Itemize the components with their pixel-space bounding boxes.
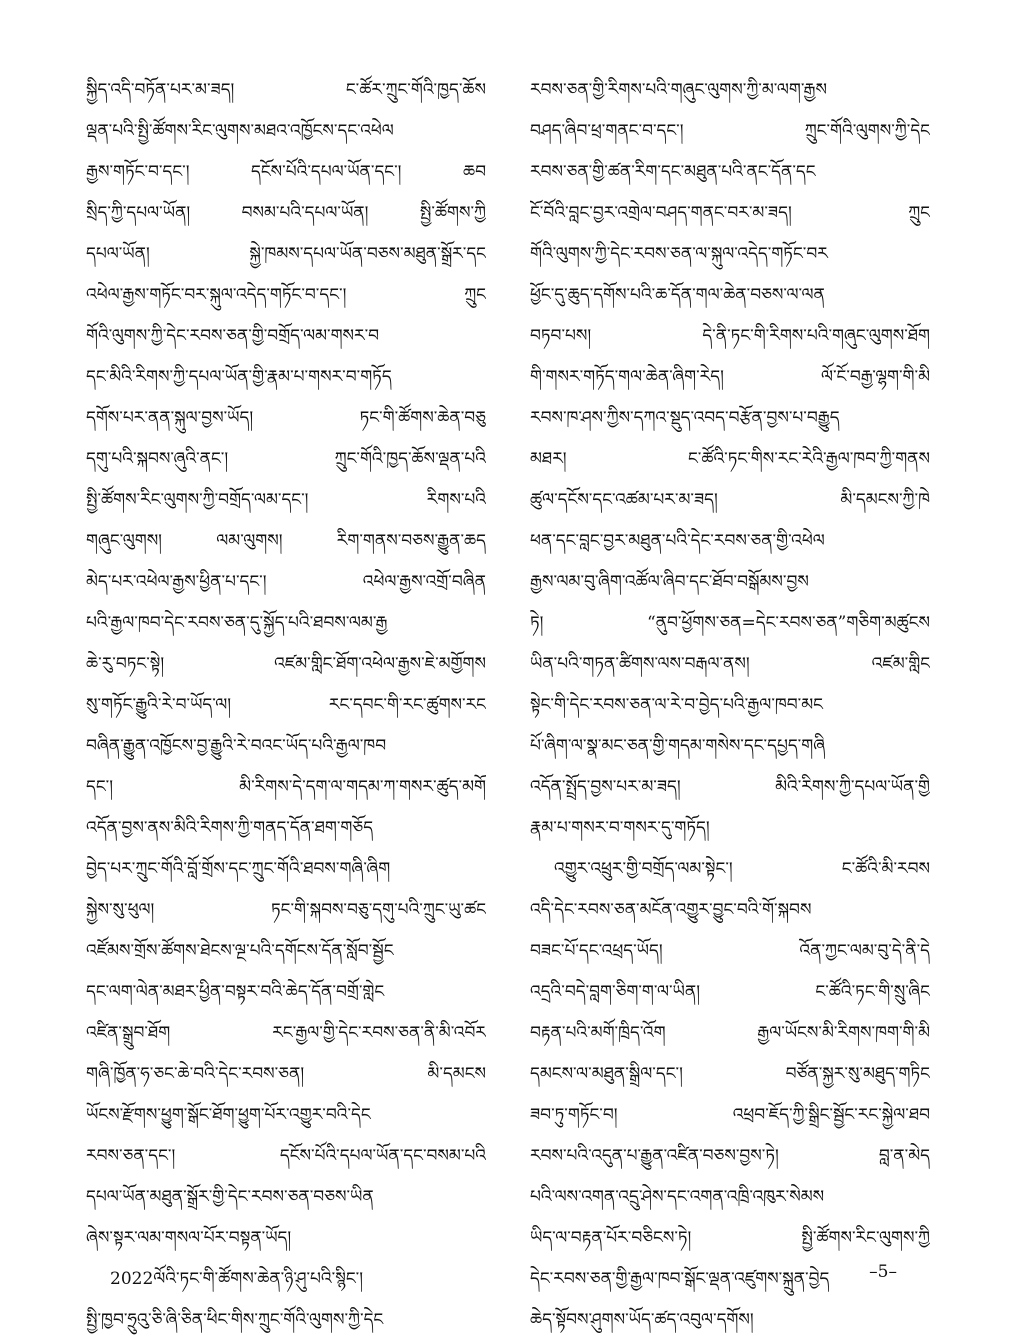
left-column (86, 70, 486, 1341)
text-line: རབས་པའི་འདུན་པ་རྒྱུན་འཛིན་བཅས་བྱས་ཏེ། བླ་ན་མེད (530, 1146, 930, 1166)
text-line: འཛོམས་གྲོས་ཚོགས་ཐེངས་ལྔ་པའི་དགོངས་དོན་སློབ་སྦྱོང (86, 941, 394, 961)
text-line: རབས་ཅན་གྱི་རིགས་པའི་གཞུང་ལུགས་ཀྱི་མ་ལག་རྒྱས (530, 80, 827, 100)
text-line: འཛིན་སྒྲུབ་ཐོག རང་རྒྱལ་གྱི་དེང་རབས་ཅན་ནི་མི་འབོར (86, 1023, 486, 1043)
text-line: དང་ལག་ལེན་མཐར་ཕྱིན་བསྟར་བའི་ཆེད་དོན་བགྲོ་གླེང (86, 982, 385, 1002)
text-line: 2022ལོའི་ཏང་གི་ཚོགས་ཆེན་ཉི་ཤུ་པའི་སྙིང་། (110, 1269, 363, 1289)
text-line: གི་གསར་གཏོད་གལ་ཆེན་ཞིག་རེད། ལོ་ངོ་བརྒྱ་ལྷག་གི་མི (530, 367, 930, 387)
text-line: རྣམ་པ་གསར་བ་གསར་དུ་གཏོད། (530, 818, 710, 838)
text-line: རབས་ཁ་ཤས་ཀྱིས་དཀའ་སྡུད་འབད་བརྩོན་བྱས་པ་བརྒྱུད (530, 408, 840, 428)
text-line: དཔལ་ཡོན་མཐུན་སྒྲོར་གྱི་དེང་རབས་ཅན་བཅས་ཡིན (86, 1187, 374, 1207)
text-line: བཟང་པོ་དང་འཕྲད་ཡོད། འོན་ཀྱང་ལམ་བུ་དེ་ནི་དེ (530, 941, 930, 961)
page-number: –5– (869, 1262, 897, 1282)
text-line: ངོ་བོའི་བླང་བྱར་འགྲེལ་བཤད་གནང་བར་མ་ཟད། ཀྲུང (530, 203, 930, 223)
text-line: མཐར། ང་ཚོའི་ཏང་གིས་རང་རེའི་རྒྱལ་ཁབ་ཀྱི་གནས (530, 449, 930, 469)
text-line: སྐྱིད་འདི་བཏོན་པར་མ་ཟད། ང་ཚོར་ཀྲུང་གོའི་ཁྱད་ཆོས (86, 80, 486, 100)
text-line: བྱེད་པར་ཀྲུང་གོའི་བློ་གྲོས་དང་ཀྲུང་གོའི་ཐབས་གཞི་ཞིག (86, 859, 391, 879)
text-line: དང་མིའི་རིགས་ཀྱི་དཔལ་ཡོན་གྱི་རྣམ་པ་གསར་བ་གཏོད (86, 367, 392, 387)
text-line: རྒྱས་ལམ་བུ་ཞིག་འཚོལ་ཞིབ་དང་ཐོབ་བསྒོམས་བྱས (530, 572, 809, 592)
text-line: ཞེས་སྟར་ལམ་གསལ་པོར་བསྟན་ཡོད། (86, 1228, 292, 1248)
text-line: པའི་རྒྱལ་ཁབ་དེང་རབས་ཅན་དུ་སྐྱོད་པའི་ཐབས་ལམ་རྒྱ (86, 613, 388, 633)
text-line: མེད་པར་འཕེལ་རྒྱས་ཕྱིན་པ་དང་། འཕེལ་རྒྱས་འགྲོ་བཞིན (86, 572, 486, 592)
text-line: སྐྱེས་སུ་ཕུལ། ཏང་གི་སྐབས་བཅུ་དགུ་པའི་ཀྲུང་ཡུ་ཚང (86, 900, 486, 920)
text-line: བཏབ་པས། དེ་ནི་ཏང་གི་རིགས་པའི་གཞུང་ལུགས་ཐོག (530, 326, 930, 346)
right-column (530, 70, 930, 1341)
text-line: འདོན་བྱས་ནས་མིའི་རིགས་ཀྱི་གནད་དོན་ཐག་གཅོད (86, 818, 374, 838)
text-line: གོའི་ལུགས་ཀྱི་དེང་རབས་ཅན་ལ་སྐུལ་འདེད་གཏོང་བར (530, 244, 828, 264)
text-line: བཞིན་རྒྱུན་འཁྱོངས་བྱ་རྒྱུའི་རེ་བའང་ཡོད་པའི་རྒྱལ་ཁབ (86, 736, 387, 756)
text-line: ཆེད་སྟོབས་ཤུགས་ཡོད་ཚད་འབུལ་དགོས། (530, 1310, 754, 1330)
text-line: ཡོངས་རྫོགས་ཕྱུག་སྒོང་ཐོག་ཕྱུག་པོར་འགྱུར་བའི་དེང (86, 1105, 371, 1125)
text-line: ཆེ་རུ་བཏང་སྟེ། འཛམ་གླིང་ཐོག་འཕེལ་རྒྱས་ཇེ་མགྱོགས (86, 654, 486, 674)
text-line: སྟེང་གི་དེང་རབས་ཅན་ལ་རེ་བ་བྱེད་པའི་རྒྱལ་ཁབ་མང (530, 695, 823, 715)
text-line: དམངས་ལ་མཐུན་སྒྲིལ་དང་། བཙོན་སྐྱར་སུ་མཐུད་གཏིང (530, 1064, 930, 1084)
text-line: གཞུང་ལུགས། ལམ་ལུགས། རིག་གནས་བཅས་རྒྱུན་ཆད (86, 531, 486, 551)
text-line: བརྟན་པའི་མགོ་ཁྲིད་འོག རྒྱལ་ཡོངས་མི་རིགས་ཁག་གི་མི (530, 1023, 930, 1043)
text-line: འཕེལ་རྒྱས་གཏོང་བར་སྐུལ་འདེད་གཏོང་བ་དང་། ཀྲུང (86, 285, 486, 305)
text-line: འདྲའི་བདེ་བླག་ཅིག་ག་ལ་ཡིན། ང་ཚོའི་ཏང་གི་སྲུ་ཞིང (530, 982, 930, 1002)
text-line: དཔལ་ཡོན། སྐྱེ་ཁམས་དཔལ་ཡོན་བཅས་མཐུན་སྒྲོར་དང (86, 244, 486, 264)
text-line: སྤྱི་ཚོགས་རིང་ལུགས་ཀྱི་བགྲོད་ལམ་དང་། རིགས་པའི (86, 490, 486, 510)
text-line: བཤད་ཞིབ་ཕྲ་གནང་བ་དང་། ཀྲུང་གོའི་ལུགས་ཀྱི་དེང (530, 121, 930, 141)
text-line: འདི་དེང་རབས་ཅན་མངོན་འགྱུར་བྱུང་བའི་གོ་སྐབས (530, 900, 812, 920)
text-line: འགྱུར་འཕྲུར་གྱི་བགྲོད་ལམ་སྟེང་། ང་ཚོའི་མི་རབས (554, 859, 930, 879)
text-line: ལྡན་པའི་སྤྱི་ཚོགས་རིང་ལུགས་མཐའ་འཁྱོངས་དང་འཕེལ (86, 121, 394, 141)
text-line: རྒྱས་གཏོང་བ་དང་། དངོས་པོའི་དཔལ་ཡོན་དང་། ཆབ (86, 162, 486, 182)
text-line: རབས་ཅན་དང་། དངོས་པོའི་དཔལ་ཡོན་དང་བསམ་པའི (86, 1146, 486, 1166)
text-line: འདོན་སྤྲོད་བྱས་པར་མ་ཟད། མིའི་རིགས་ཀྱི་དཔལ་ཡོན་གྱི (530, 777, 930, 797)
text-line: ཕྱོང་དུ་ཆུད་དགོས་པའི་ཆ་དོན་གལ་ཆེན་བཅས་ལ་ལན (530, 285, 825, 305)
text-line: པའི་ལས་འགན་འདྲུ་ཤེས་དང་འགན་འཁྲི་འཁུར་སེམས (530, 1187, 825, 1207)
text-line: ཟབ་ཏུ་གཏོང་བ། འཕྲབ་ཇོད་ཀྱི་སྒྲིང་སྦྱོང་རང་སྐྱེལ་ཐབ (530, 1105, 930, 1125)
text-line: དགུ་པའི་སྐབས་ཞུའི་ནང་། ཀྲུང་གོའི་ཁྱད་ཆོས་ལྡན་པའི (86, 449, 486, 469)
text-line: རབས་ཅན་གྱི་ཚན་རིག་དང་མཐུན་པའི་ནང་དོན་དང (530, 162, 816, 182)
text-line: དགོས་པར་ནན་སྐུལ་བྱས་ཡོད། ཏང་གི་ཚོགས་ཆེན་བཅུ (86, 408, 486, 428)
text-line: དང་། མི་རིགས་དེ་དག་ལ་གདམ་ཀ་གསར་ཚུད་མགོ (86, 777, 486, 797)
text-line: སྤྱི་ཁྱབ་ཧྲུའུ་ཅི་ཞི་ཅིན་ཕིང་གིས་ཀྲུང་གོའི་ལུགས་ཀྱི་དེང (86, 1310, 384, 1330)
text-line: ཡིད་ལ་བརྟན་པོར་བཅིངས་ཏེ། སྤྱི་ཚོགས་རིང་ལུགས་ཀྱི (530, 1228, 930, 1248)
text-line: སྲིད་ཀྱི་དཔལ་ཡོན། བསམ་པའི་དཔལ་ཡོན། སྤྱི་ཚོགས་ཀྱི (86, 203, 486, 223)
text-line: གཞི་ཁྱོན་ཧ་ཅང་ཆེ་བའི་དེང་རབས་ཅན། མི་དམངས (86, 1064, 486, 1084)
text-line: པོ་ཞིག་ལ་སྣ་མང་ཅན་གྱི་གདམ་གསེས་དང་དཔྱད་གཞི (530, 736, 826, 756)
text-line: ཏེ། “ནུབ་ཕྱོགས་ཅན=དེང་རབས་ཅན”གཅིག་མཚུངས (530, 613, 930, 633)
text-line: གོའི་ལུགས་ཀྱི་དེང་རབས་ཅན་གྱི་བགྲོད་ལམ་གསར་བ (86, 326, 380, 346)
text-line: ཕན་དང་བླང་བྱར་མཐུན་པའི་དེང་རབས་ཅན་གྱི་འཕེལ (530, 531, 825, 551)
text-line: ཡིན་པའི་གཏན་ཚིགས་ལས་བརྒལ་ནས། འཛམ་གླིང (530, 654, 930, 674)
text-line: དེང་རབས་ཅན་གྱི་རྒྱལ་ཁབ་སྒོང་ལྡན་འཛུགས་སྐྲུན་བྱེད (530, 1269, 830, 1289)
text-line: སུ་གཏོང་རྒྱུའི་རེ་བ་ཡོད་ལ། རང་དབང་གི་རང་ཚུགས་རང (86, 695, 486, 715)
text-line: ཚུལ་དངོས་དང་འཚམ་པར་མ་ཟད། མི་དམངས་ཀྱི་ཁེ (530, 490, 930, 510)
